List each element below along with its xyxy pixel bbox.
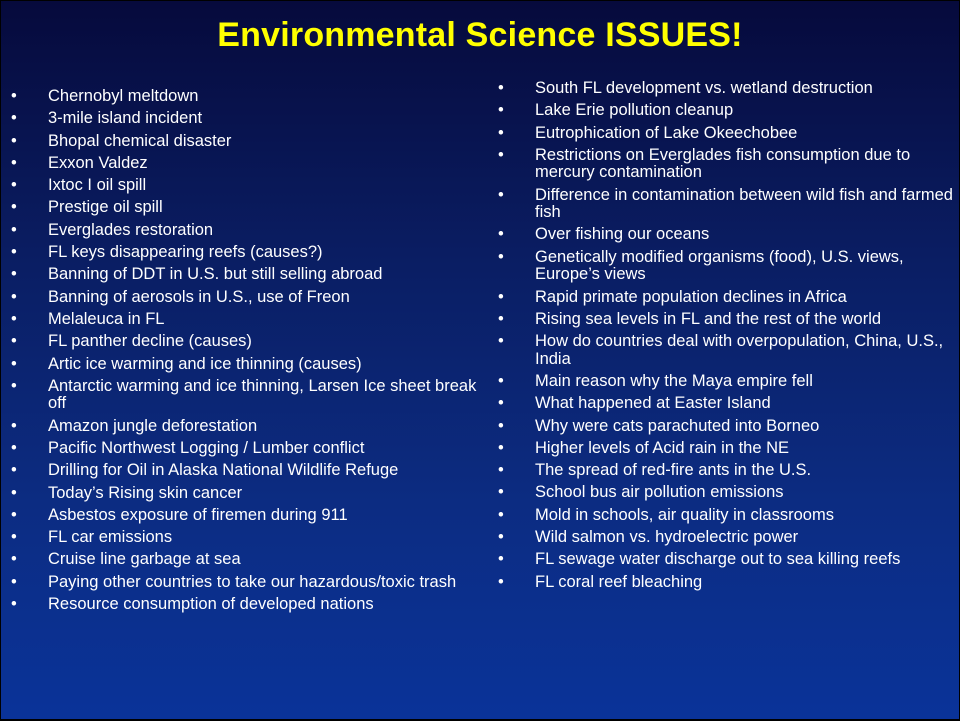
list-item bbox=[498, 551, 958, 569]
list-item bbox=[11, 222, 481, 240]
list-item-text: Cruise line garbage at sea bbox=[48, 550, 241, 569]
list-item-text: Difference in contamination between wild fish and farmed fish bbox=[535, 185, 953, 222]
list-item-text: Lake Erie pollution cleanup bbox=[535, 101, 734, 120]
list-item bbox=[498, 147, 958, 182]
bullet-icon: • bbox=[11, 265, 17, 284]
bullet-icon: • bbox=[498, 461, 504, 480]
list-item-text: FL sewage water discharge out to sea killing reefs bbox=[535, 550, 901, 569]
bullet-icon: • bbox=[498, 145, 504, 164]
bullet-icon: • bbox=[11, 153, 17, 172]
list-item bbox=[498, 80, 958, 98]
list-item-text: Asbestos exposure of firemen during 911 bbox=[48, 505, 348, 524]
bullet-icon: • bbox=[498, 505, 504, 524]
list-item bbox=[11, 440, 481, 458]
bullet-icon: • bbox=[11, 243, 17, 262]
bullet-icon: • bbox=[498, 101, 504, 120]
list-item-text: The spread of red-fire ants in the U.S. bbox=[535, 461, 812, 480]
bullet-icon: • bbox=[498, 79, 504, 97]
list-item-text: Prestige oil spill bbox=[48, 198, 163, 217]
list-item bbox=[11, 574, 481, 592]
list-item-text: Banning of DDT in U.S. but still selling abroad bbox=[48, 265, 383, 284]
bullet-icon: • bbox=[11, 550, 17, 569]
list-item-text: How do countries deal with overpopulation, China, U.S., India bbox=[535, 332, 944, 368]
list-item bbox=[11, 244, 481, 262]
list-item bbox=[11, 596, 481, 614]
right-issues-list bbox=[498, 80, 958, 596]
list-item-text: Mold in schools, air quality in classrooms bbox=[535, 505, 834, 524]
bullet-icon: • bbox=[498, 309, 504, 328]
list-item-text: FL panther decline (causes) bbox=[48, 332, 252, 351]
list-item-text: FL keys disappearing reefs (causes?) bbox=[48, 243, 323, 262]
bullet-icon: • bbox=[11, 220, 17, 239]
bullet-icon: • bbox=[498, 185, 504, 204]
bullet-icon: • bbox=[498, 572, 504, 591]
list-item-text: Restrictions on Everglades fish consumption due to mercury contamination bbox=[535, 145, 911, 182]
bullet-icon: • bbox=[498, 394, 504, 413]
list-item-text: Paying other countries to take our hazardous/toxic trash bbox=[48, 572, 457, 591]
list-item-text: Eutrophication of Lake Okeechobee bbox=[535, 123, 798, 142]
list-item-text: Main reason why the Maya empire fell bbox=[535, 371, 813, 390]
bullet-icon: • bbox=[11, 131, 17, 150]
bullet-icon: • bbox=[11, 376, 17, 395]
list-item-text: Bhopal chemical disaster bbox=[48, 131, 232, 150]
list-item bbox=[498, 395, 958, 413]
list-item-text: 3-mile island incident bbox=[48, 109, 203, 128]
list-item bbox=[498, 125, 958, 143]
list-item-text: School bus air pollution emissions bbox=[535, 483, 784, 502]
bullet-icon: • bbox=[498, 247, 504, 266]
list-item bbox=[11, 289, 481, 307]
list-item bbox=[11, 199, 481, 217]
list-item-text: Everglades restoration bbox=[48, 220, 214, 239]
bullet-icon: • bbox=[11, 332, 17, 351]
list-item bbox=[11, 529, 481, 547]
list-item-text: What happened at Easter Island bbox=[535, 394, 771, 413]
list-item bbox=[11, 333, 481, 351]
list-item bbox=[498, 311, 958, 329]
bullet-icon: • bbox=[11, 595, 17, 614]
bullet-icon: • bbox=[11, 438, 17, 457]
list-item bbox=[11, 177, 481, 195]
list-item bbox=[11, 311, 481, 329]
list-item bbox=[11, 356, 481, 374]
list-item-text: Antarctic warming and ice thinning, Larsen Ice sheet break off bbox=[48, 376, 477, 413]
bullet-icon: • bbox=[11, 572, 17, 591]
list-item bbox=[498, 373, 958, 391]
bullet-icon: • bbox=[498, 287, 504, 306]
list-item-text: Higher levels of Acid rain in the NE bbox=[535, 438, 790, 457]
bullet-icon: • bbox=[498, 528, 504, 547]
bullet-icon: • bbox=[11, 483, 17, 502]
list-item bbox=[498, 484, 958, 502]
left-issues-list bbox=[11, 88, 481, 618]
list-item-text: Rapid primate population declines in Africa bbox=[535, 287, 847, 306]
list-item-text: Rising sea levels in FL and the rest of the world bbox=[535, 309, 882, 328]
list-item bbox=[11, 378, 481, 413]
bullet-icon: • bbox=[498, 371, 504, 390]
list-item bbox=[11, 418, 481, 436]
list-item bbox=[11, 266, 481, 284]
list-item-text: Resource consumption of developed nations bbox=[48, 595, 374, 614]
list-item bbox=[11, 551, 481, 569]
list-item bbox=[498, 462, 958, 480]
list-item bbox=[498, 529, 958, 547]
bullet-icon: • bbox=[498, 123, 504, 142]
list-item-text: Wild salmon vs. hydroelectric power bbox=[535, 528, 799, 547]
list-item-text: Today’s Rising skin cancer bbox=[48, 483, 243, 502]
bullet-icon: • bbox=[11, 109, 17, 128]
list-item-text: Genetically modified organisms (food), U.S. views, Europe’s views bbox=[535, 247, 904, 284]
list-item-text: Why were cats parachuted into Borneo bbox=[535, 416, 820, 435]
list-item bbox=[498, 440, 958, 458]
bullet-icon: • bbox=[498, 483, 504, 502]
list-item-text: South FL development vs. wetland destruction bbox=[535, 79, 873, 97]
bullet-icon: • bbox=[11, 198, 17, 217]
list-item-text: Banning of aerosols in U.S., use of Freon bbox=[48, 287, 350, 306]
list-item bbox=[11, 507, 481, 525]
bullet-icon: • bbox=[498, 332, 504, 351]
bullet-icon: • bbox=[11, 528, 17, 547]
bullet-icon: • bbox=[11, 176, 17, 195]
bullet-icon: • bbox=[11, 309, 17, 328]
list-item-text: FL car emissions bbox=[48, 528, 173, 547]
list-item bbox=[11, 462, 481, 480]
list-item bbox=[11, 485, 481, 503]
bullet-icon: • bbox=[11, 87, 17, 105]
list-item bbox=[498, 574, 958, 592]
list-item bbox=[498, 102, 958, 120]
list-item-text: Amazon jungle deforestation bbox=[48, 416, 258, 435]
list-item bbox=[11, 110, 481, 128]
bullet-icon: • bbox=[11, 461, 17, 480]
list-item bbox=[498, 187, 958, 222]
bullet-icon: • bbox=[498, 416, 504, 435]
bullet-icon: • bbox=[498, 225, 504, 244]
list-item bbox=[498, 249, 958, 284]
bullet-icon: • bbox=[11, 505, 17, 524]
list-item-text: FL coral reef bleaching bbox=[535, 572, 703, 591]
list-item-text: Melaleuca in FL bbox=[48, 309, 165, 328]
slide-title: Environmental Science ISSUES! bbox=[217, 16, 743, 54]
list-item-text: Pacific Northwest Logging / Lumber conflict bbox=[48, 438, 365, 457]
list-item bbox=[11, 133, 481, 151]
list-item-text: Exxon Valdez bbox=[48, 153, 148, 172]
list-item-text: Ixtoc I oil spill bbox=[48, 176, 147, 195]
bullet-icon: • bbox=[11, 354, 17, 373]
list-item bbox=[11, 88, 481, 106]
list-item-text: Drilling for Oil in Alaska National Wildlife Refuge bbox=[48, 461, 399, 480]
list-item bbox=[498, 418, 958, 436]
slide bbox=[1, 1, 959, 719]
list-item-text: Over fishing our oceans bbox=[535, 225, 710, 244]
bullet-icon: • bbox=[11, 287, 17, 306]
bullet-icon: • bbox=[11, 416, 17, 435]
bullet-icon: • bbox=[498, 550, 504, 569]
list-item bbox=[498, 507, 958, 525]
list-item-text: Artic ice warming and ice thinning (causes) bbox=[48, 354, 362, 373]
bullet-icon: • bbox=[498, 438, 504, 457]
list-item bbox=[498, 226, 958, 244]
list-item bbox=[498, 333, 958, 368]
list-item bbox=[11, 155, 481, 173]
list-item bbox=[498, 289, 958, 307]
list-item-text: Chernobyl meltdown bbox=[48, 87, 199, 105]
